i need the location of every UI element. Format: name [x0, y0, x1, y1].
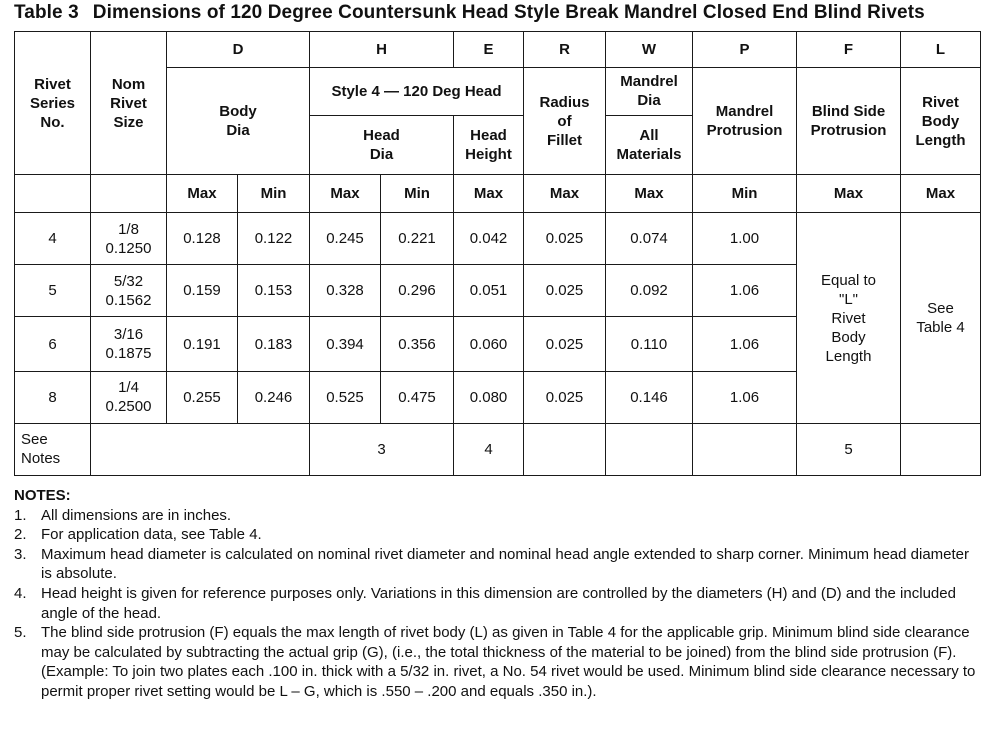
w-max-cell: 0.092: [606, 265, 693, 317]
col-letter-l: L: [901, 32, 981, 68]
d-max-cell: 0.255: [167, 371, 238, 423]
r-max-cell: 0.025: [524, 213, 606, 265]
body-dia-header: Body Dia: [167, 67, 310, 174]
note-ref-f: 5: [797, 423, 901, 475]
d-max-cell: 0.191: [167, 317, 238, 371]
w-max-cell: 0.110: [606, 317, 693, 371]
empty-cell: [693, 423, 797, 475]
minmax-header: Min: [693, 175, 797, 213]
empty-cell: [524, 423, 606, 475]
r-max-cell: 0.025: [524, 265, 606, 317]
table-title: [14, 2, 925, 24]
table-title-text: Dimensions of 120 Degree Countersunk Head Style Break Mandrel Closed End Blind Rivets: [92, 2, 925, 23]
note-item: [14, 623, 982, 701]
note-ref-e: 4: [454, 423, 524, 475]
rivet-series-header: Rivet Series No.: [15, 32, 91, 175]
col-letter-r: R: [524, 32, 606, 68]
d-min-cell: 0.246: [238, 371, 310, 423]
minmax-header: Min: [238, 175, 310, 213]
r-max-cell: 0.025: [524, 317, 606, 371]
p-min-cell: 1.06: [693, 317, 797, 371]
minmax-header: Max: [901, 175, 981, 213]
note-text: The blind side protrusion (F) equals the max length of rivet body (L) as given in Table 4 for the applicable grip. Minimum blind side clearance may be calculated by subtracting the actual grip (G), (i.e., the total thickness of the material to be joined) from the blind side protrusion (F). (Example: To join two plates each .100 in. thick with a 5/32 in. rivet, a No. 54 rivet would be used. Minimum blind side clearance necessary to permit proper rivet setting would be L – G, which is .550 – .200 and equals .350 in.).: [41, 624, 976, 700]
note-text: For application data, see Table 4.: [41, 526, 262, 544]
notes-heading: NOTES:: [14, 487, 71, 504]
blind-side-protrusion-header: Blind Side Protrusion: [797, 67, 901, 174]
note-number: 5.: [14, 624, 27, 642]
empty-cell: [91, 423, 310, 475]
minmax-header: Max: [524, 175, 606, 213]
see-notes-row: [15, 423, 981, 475]
d-max-cell: 0.128: [167, 213, 238, 265]
f-merged-cell: Equal to "L" Rivet Body Length: [797, 213, 901, 424]
minmax-header-row: [15, 175, 981, 213]
minmax-header: Max: [454, 175, 524, 213]
note-item: [14, 545, 982, 584]
notes-section: [14, 486, 982, 702]
empty-cell: [606, 423, 693, 475]
size-cell: 1/4 0.2500: [91, 371, 167, 423]
table-number: Table 3: [14, 2, 79, 23]
empty-cell: [91, 175, 167, 213]
series-cell: 5: [15, 265, 91, 317]
e-max-cell: 0.042: [454, 213, 524, 265]
e-max-cell: 0.051: [454, 265, 524, 317]
series-cell: 8: [15, 371, 91, 423]
note-item: [14, 525, 982, 545]
head-height-header: Head Height: [454, 115, 524, 175]
minmax-header: Min: [381, 175, 454, 213]
p-min-cell: 1.00: [693, 213, 797, 265]
col-letter-h: H: [310, 32, 454, 68]
note-text: All dimensions are in inches.: [41, 506, 232, 524]
h-max-cell: 0.245: [310, 213, 381, 265]
size-cell: 3/16 0.1875: [91, 317, 167, 371]
col-letter-w: W: [606, 32, 693, 68]
e-max-cell: 0.080: [454, 371, 524, 423]
empty-cell: [901, 423, 981, 475]
letter-header-row: [15, 32, 981, 68]
p-min-cell: 1.06: [693, 265, 797, 317]
note-text: Head height is given for reference purposes only. Variations in this dimension are controlled by the diameters (H) and (D) and the included angle of the head.: [41, 584, 956, 622]
empty-cell: [15, 175, 91, 213]
d-min-cell: 0.153: [238, 265, 310, 317]
h-min-cell: 0.296: [381, 265, 454, 317]
minmax-header: Max: [310, 175, 381, 213]
rivet-body-length-header: Rivet Body Length: [901, 67, 981, 174]
h-min-cell: 0.475: [381, 371, 454, 423]
h-min-cell: 0.356: [381, 317, 454, 371]
minmax-header: Max: [167, 175, 238, 213]
mandrel-dia-header: Mandrel Dia: [606, 67, 693, 115]
size-cell: 1/8 0.1250: [91, 213, 167, 265]
e-max-cell: 0.060: [454, 317, 524, 371]
l-merged-cell: See Table 4: [901, 213, 981, 424]
r-max-cell: 0.025: [524, 371, 606, 423]
note-item: [14, 506, 982, 526]
note-number: 2.: [14, 526, 27, 544]
note-ref-h: 3: [310, 423, 454, 475]
col-letter-p: P: [693, 32, 797, 68]
p-min-cell: 1.06: [693, 371, 797, 423]
all-materials-header: All Materials: [606, 115, 693, 175]
radius-of-fillet-header: Radius of Fillet: [524, 67, 606, 174]
note-item: [14, 584, 982, 623]
note-number: 1.: [14, 506, 27, 524]
note-number: 3.: [14, 545, 27, 563]
series-cell: 6: [15, 317, 91, 371]
w-max-cell: 0.074: [606, 213, 693, 265]
col-letter-e: E: [454, 32, 524, 68]
series-cell: 4: [15, 213, 91, 265]
see-notes-label: See Notes: [15, 423, 91, 475]
h-max-cell: 0.328: [310, 265, 381, 317]
dimensions-table: [14, 31, 981, 476]
w-max-cell: 0.146: [606, 371, 693, 423]
h-min-cell: 0.221: [381, 213, 454, 265]
col-letter-d: D: [167, 32, 310, 68]
d-min-cell: 0.122: [238, 213, 310, 265]
d-min-cell: 0.183: [238, 317, 310, 371]
size-cell: 5/32 0.1562: [91, 265, 167, 317]
table-row: [15, 213, 981, 265]
h-max-cell: 0.394: [310, 317, 381, 371]
head-dia-header: Head Dia: [310, 115, 454, 175]
mandrel-protrusion-header: Mandrel Protrusion: [693, 67, 797, 174]
note-number: 4.: [14, 584, 27, 602]
minmax-header: Max: [606, 175, 693, 213]
minmax-header: Max: [797, 175, 901, 213]
style-4-header: Style 4 — 120 Deg Head: [310, 67, 524, 115]
nom-rivet-size-header: Nom Rivet Size: [91, 32, 167, 175]
note-text: Maximum head diameter is calculated on nominal rivet diameter and nominal head angle extended to sharp corner. Minimum head diameter is absolute.: [41, 545, 970, 583]
col-letter-f: F: [797, 32, 901, 68]
h-max-cell: 0.525: [310, 371, 381, 423]
d-max-cell: 0.159: [167, 265, 238, 317]
